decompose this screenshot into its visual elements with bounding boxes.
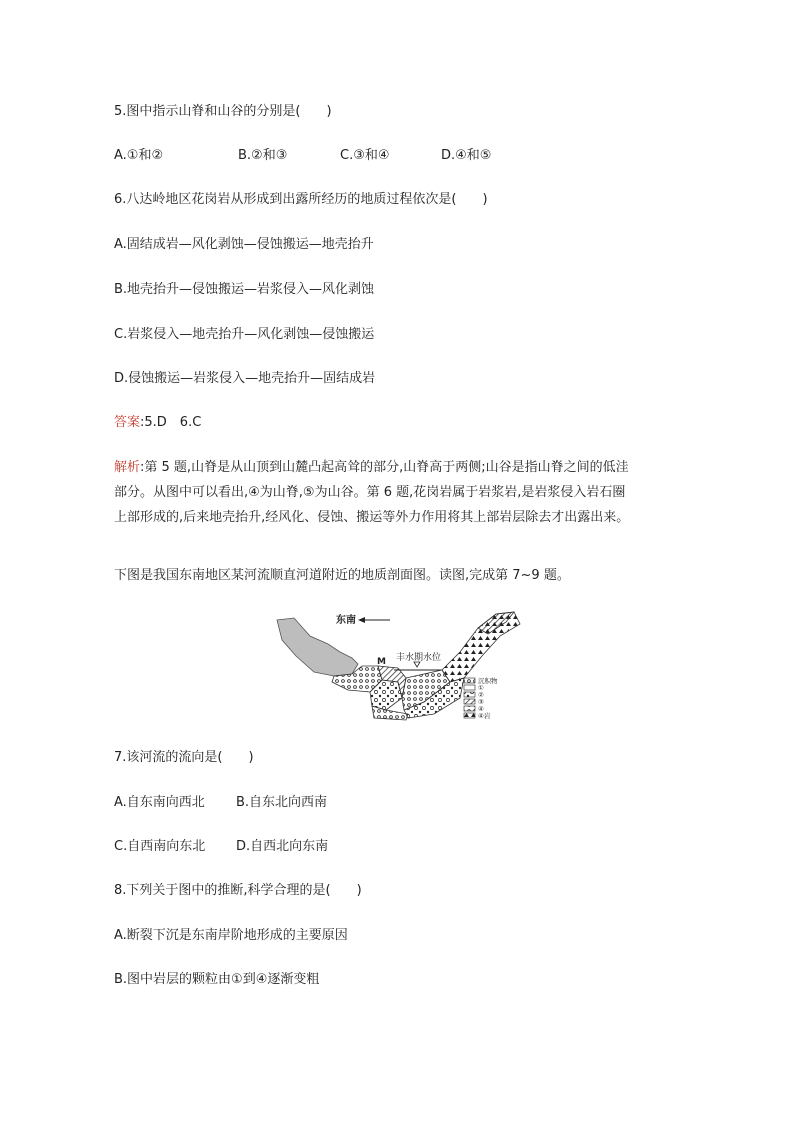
q8-stem: 8.下列关于图中的推断,科学合理的是( ) (114, 883, 362, 898)
q5-option-a: A.①和② (114, 148, 164, 163)
legend-label-3: ③ (478, 698, 484, 706)
q8-option-a: A.断裂下沉是东南岸阶地形成的主要原因 (114, 928, 348, 943)
analysis-line-1: 解析:第 5 题,山脊是从山顶到山麓凸起高耸的部分,山脊高于两侧;山谷是指山脊之间的低洼 (114, 460, 629, 475)
q8-option-b: B.图中岩层的颗粒由①到④逐渐变粗 (114, 972, 320, 987)
analysis-line-2: 部分。从图中可以看出,④为山脊,⑤为山谷。第 6 题,花岗岩属于岩浆岩,是岩浆侵入岩石圈 (114, 485, 626, 500)
analysis-label: 解析 (114, 460, 141, 475)
q6-option-c: C.岩浆侵入—地壳抬升—风化剥蚀—侵蚀搬运 (114, 327, 375, 342)
water-level-label: 丰水期水位 (396, 653, 442, 663)
q7-option-b: B.自东北向西南 (236, 795, 328, 810)
right-stratum-upper (442, 612, 520, 682)
answer (114, 414, 201, 432)
q7-option-d: D.自西北向东南 (236, 839, 329, 854)
answer-label: 答案 (114, 415, 141, 430)
q5-stem: 5.图中指示山脊和山谷的分别是( ) (114, 104, 332, 119)
analysis-line-3: 上部形成的,后来地壳抬升,经风化、侵蚀、搬运等外力作用将其上部岩层除去才出露出来。 (114, 510, 630, 525)
legend (464, 676, 498, 720)
q7-stem: 7.该河流的流向是( ) (114, 750, 254, 765)
q5-option-d: D.④和⑤ (441, 148, 492, 163)
q6-option-d: D.侵蚀搬运—岩浆侵入—地壳抬升—固结成岩 (114, 371, 376, 386)
direction-arrow-head (358, 617, 365, 623)
legend-label-0: 沉积物 (478, 677, 498, 685)
legend-label-2: ② (478, 691, 484, 699)
diagram-intro: 下图是我国东南地区某河流顺直河道附近的地质剖面图。读图,完成第 7~9 题。 (114, 568, 570, 583)
left-stratum-base (372, 706, 408, 720)
answer-text: :5.D 6.C (140, 415, 202, 430)
q6-stem: 6.八达岭地区花岗岩从形成到出露所经历的地质过程依次是( ) (114, 192, 488, 207)
analysis (114, 455, 694, 530)
direction-label: 东南 (336, 615, 356, 626)
q6-option-a: A.固结成岩—风化剥蚀—侵蚀搬运—地壳抬升 (114, 237, 374, 252)
legend-label-4: ④ (478, 705, 484, 713)
q6-option-b: B.地壳抬升—侵蚀搬运—岩浆侵入—风化剥蚀 (114, 282, 375, 297)
q7-option-c: C.自西南向东北 (114, 839, 206, 854)
left-hill-rock (277, 618, 358, 676)
legend-label-1: ① (478, 684, 484, 692)
q5-option-c: C.③和④ (340, 148, 390, 163)
q7-option-a: A.自东南向西北 (114, 795, 205, 810)
point-m-label: M (377, 657, 386, 667)
geologic-profile-diagram (274, 606, 526, 722)
q5-option-b: B.②和③ (238, 148, 288, 163)
legend-label-5: ④岩 (478, 712, 491, 720)
